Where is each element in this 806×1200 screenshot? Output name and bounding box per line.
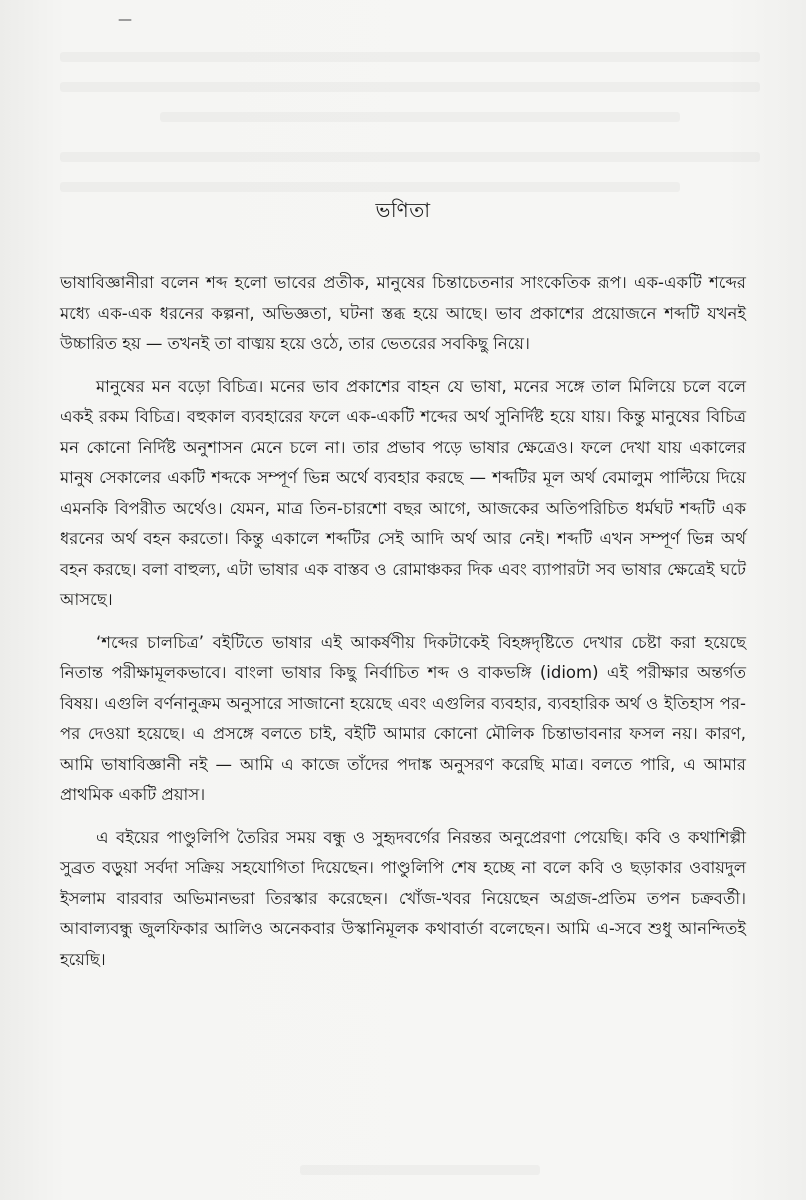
show-through-line	[60, 52, 760, 62]
paragraph-4: এ বইয়ের পাণ্ডুলিপি তৈরির সময় বন্ধু ও সুহৃদবর্গের নিরন্তর অনুপ্রেরণা পেয়েছি। কবি ও কথাশিল্পী সুব্রত বড়ুয়া সর্বদা সক্রিয় সহযোগিতা দিয়েছেন। পাণ্ডুলিপি শেষ হচ্ছে না বলে কবি ও ছড়াকার ওবায়দুল ইসলাম বারবার অভিমানভরা তিরস্কার করেছেন। খোঁজ-খবর নিয়েছেন অগ্রজ-প্রতিম তপন চক্রবর্তী। আবাল্যবন্ধু জুলফিকার আলিও অনেকবার উস্কানিমূলক কথাবার্তা বলেছেন। আমি এ-সবে শুধু আনন্দিতই হয়েছি।	[60, 827, 746, 969]
show-through-line	[60, 82, 760, 92]
show-through-line	[300, 1165, 540, 1175]
paragraph-2: মানুষের মন বড়ো বিচিত্র। মনের ভাব প্রকাশের বাহন যে ভাষা, মনের সঙ্গে তাল মিলিয়ে চলে বলে একই রকম বিচিত্র। বহুকাল ব্যবহারের ফলে এক-একটি শব্দের অর্থ সুনির্দিষ্ট হয়ে যায়। কিন্তু মানুষের বিচিত্র মন কোনো নির্দিষ্ট অনুশাসন মেনে চলে না। তার প্রভাব পড়ে ভাষার ক্ষেত্রেও। ফলে দেখা যায় একালের মানুষ সেকালের একটি শব্দকে সম্পূর্ণ ভিন্ন অর্থে ব্যবহার করছে — শব্দটির মূল অর্থ বেমালুম পাল্টিয়ে দিয়ে এমনকি বিপরীত অর্থেও। যেমন, মাত্র তিন-চারশো বছর আগে, আজকের অতিপরিচিত ধর্মঘট শব্দটি এক ধরনের অর্থ বহন করতো। কিন্তু একালে শব্দটির সেই আদি অর্থ আর নেই। শব্দটি এখন সম্পূর্ণ ভিন্ন অর্থ বহন করছে। বলা বাহুল্য, এটা ভাষার এক বাস্তব ও রোমাঞ্চকর দিক এবং ব্যাপারটা সব ভাষার ক্ষেত্রেই ঘটে আসছে।	[60, 376, 746, 609]
body-text	[60, 268, 746, 987]
top-mark: —	[118, 12, 132, 28]
page-title: ভণিতা	[375, 198, 431, 222]
show-through-line	[60, 152, 760, 162]
show-through-line	[60, 182, 680, 192]
paragraph-1: ভাষাবিজ্ঞানীরা বলেন শব্দ হলো ভাবের প্রতীক, মানুষের চিন্তাচেতনার সাংকেতিক রূপ। এক-একটি শব্দের মধ্যে এক-এক ধরনের কল্পনা, অভিজ্ঞতা, ঘটনা স্তব্ধ হয়ে আছে। ভাব প্রকাশের প্রয়োজনে শব্দটি যখনই উচ্চারিত হয় — তখনই তা বাঙ্ময় হয়ে ওঠে, তার ভেতরের সবকিছু নিয়ে।	[60, 273, 746, 353]
show-through-line	[160, 112, 680, 122]
paragraph-3: ‘শব্দের চালচিত্র’ বইটিতে ভাষার এই আকর্ষণীয় দিকটাকেই বিহঙ্গদৃষ্টিতে দেখার চেষ্টা করা হয়েছে নিতান্ত পরীক্ষামূলকভাবে। বাংলা ভাষার কিছু নির্বাচিত শব্দ ও বাকভঙ্গি (idiom) এই পরীক্ষার অন্তর্গত বিষয়। এগুলি বর্ণনানুক্রম অনুসারে সাজানো হয়েছে এবং এগুলির ব্যবহার, ব্যবহারিক অর্থ ও ইতিহাস পর-পর দেওয়া হয়েছে। এ প্রসঙ্গে বলতে চাই, বইটি আমার কোনো মৌলিক চিন্তাভাবনার ফসল নয়। কারণ, আমি ভাষাবিজ্ঞানী নই — আমি এ কাজে তাঁদের পদাঙ্ক অনুসরণ করেছি মাত্র। বলতে পারি, এ আমার প্রাথমিক একটি প্রয়াস।	[60, 632, 746, 804]
